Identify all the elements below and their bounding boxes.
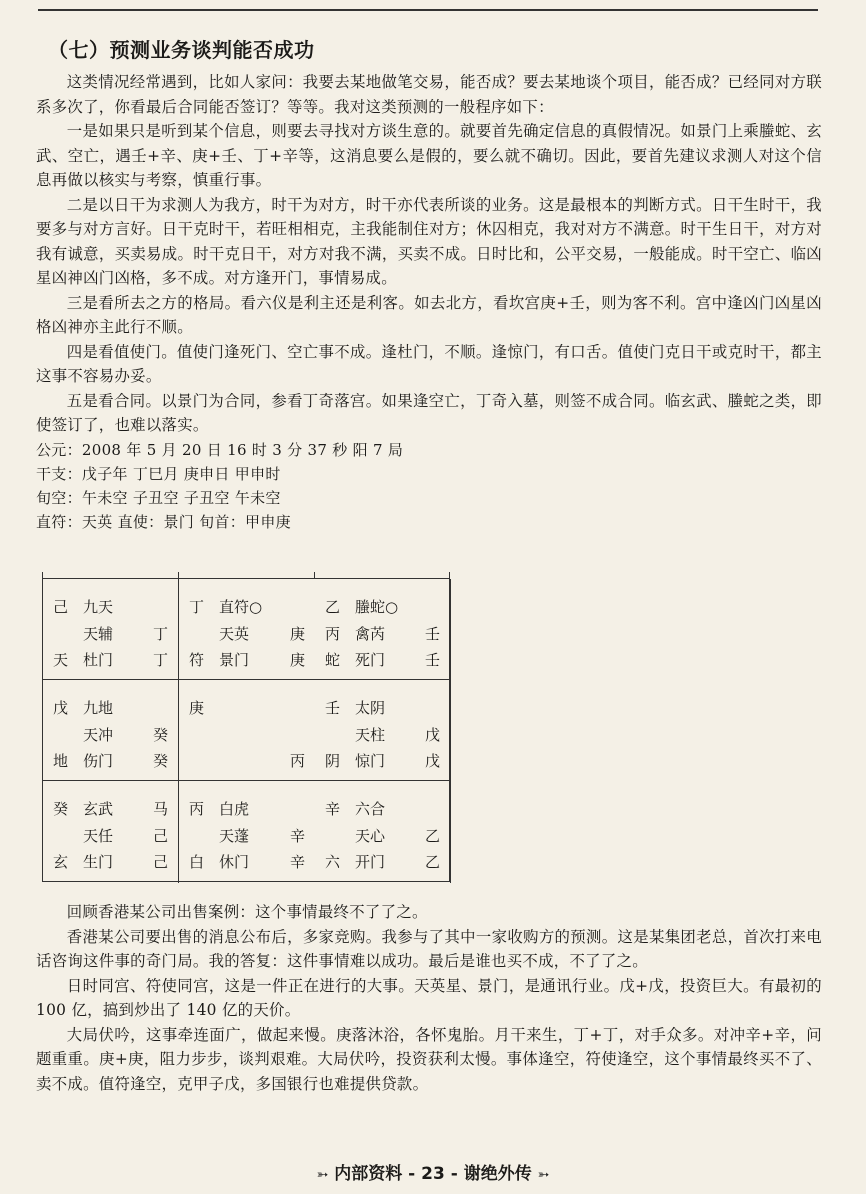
- palace-glyph: 玄: [53, 853, 69, 871]
- palace-row: [53, 825, 168, 847]
- paragraph: 三是看所去之方的格局。看六仪是利主还是利客。如去北方，看坎宫庚+壬，则为客不利。宫中逢凶门凶星凶格凶神亦主此行不顺。: [36, 293, 822, 336]
- info-line-zhifu: 直符：天英 直使：景门 旬首：甲申庚: [36, 512, 291, 531]
- palace-row: [325, 596, 440, 618]
- palace-glyph: 天冲: [83, 726, 114, 744]
- palace-glyph: 乙: [424, 853, 440, 871]
- palace-row: [325, 623, 440, 645]
- page-footer: [0, 1159, 866, 1184]
- palace-row: [189, 851, 305, 873]
- info-line-ganzhi: 干支：戊子年 丁巳月 庚申日 甲申时: [36, 464, 281, 483]
- paragraph: 二是以日干为求测人为我方，时干为对方，时干亦代表所谈的业务。这是最根本的判断方式。日干生时干，我要多与对方言好。日干克时干，若旺相相克，主我能制住对方；休囚相克，我对对方不满意。时干生日干，对方对我有诚意，买卖易成。时干克日干，对方对我不满，买卖不成。日时比和，公平交易，一般能成。时干空亡、临凶星凶神凶门凶格，多不成。对方逢开门，事情易成。: [36, 195, 822, 287]
- palace-glyph: 庚: [289, 651, 305, 669]
- paragraph: 日时同宫、符使同宫，这是一件正在进行的大事。天英星、景门，是通讯行业。戊+戊，投资巨大。有最初的 100 亿，搞到炒出了 140 亿的天价。: [36, 976, 822, 1019]
- top-rule: [38, 9, 818, 11]
- palace-glyph: 癸: [152, 726, 168, 744]
- paragraph: 四是看值使门。值使门逢死门、空亡事不成。逢杜门，不顺。逢惊门，有口舌。值使门克日干或克时干，都主这事不容易办妥。: [36, 342, 822, 385]
- palace-glyph: 符: [189, 651, 205, 669]
- palace-glyph: 天辅: [83, 625, 114, 643]
- palace-glyph: 天蓬: [219, 827, 250, 845]
- palace-glyph: 天: [53, 651, 69, 669]
- palace-row: [325, 697, 440, 719]
- palace-glyph: 蛇: [325, 651, 341, 669]
- chart-palace: [43, 680, 179, 781]
- palace-row: [325, 798, 440, 820]
- palace-glyph: 马: [152, 800, 168, 818]
- palace-row: [325, 825, 440, 847]
- palace-glyph: 白虎: [219, 800, 250, 818]
- info-line-xunkong: 旬空：午未空 子丑空 子丑空 午未空: [36, 488, 281, 507]
- palace-glyph: 开门: [355, 853, 386, 871]
- palace-row: [189, 623, 305, 645]
- palace-glyph: 壬: [424, 625, 440, 643]
- palace-glyph: 六: [325, 853, 341, 871]
- palace-glyph: 壬: [424, 651, 440, 669]
- palace-glyph: 己: [152, 827, 168, 845]
- palace-glyph: 死门: [355, 651, 386, 669]
- palace-row: [53, 649, 168, 671]
- info-line-date: 公元：2008 年 5 月 20 日 16 时 3 分 37 秒 阳 7 局: [36, 440, 404, 459]
- palace-glyph: 丙: [325, 625, 341, 643]
- palace-row: [325, 851, 440, 873]
- palace-glyph: 杜门: [83, 651, 114, 669]
- palace-glyph: 辛: [289, 853, 305, 871]
- palace-glyph: 休门: [219, 853, 250, 871]
- palace-glyph: 六合: [355, 800, 386, 818]
- qimen-chart: [42, 578, 450, 882]
- palace-row: [325, 750, 440, 772]
- palace-row: [53, 724, 168, 746]
- palace-glyph: 丁: [152, 625, 168, 643]
- palace-glyph: 地: [53, 752, 69, 770]
- palace-glyph: 生门: [83, 853, 114, 871]
- paragraph: 大局伏吟，这事牵连面广，做起来慢。庚落沐浴，各怀鬼胎。月干来生，丁+丁，对手众多。对冲辛+辛，问题重重。庚+庚，阻力步步，谈判艰难。大局伏吟，投资获利太慢。事体逢空，符使逢空，这个事情最终买不了、卖不成。值符逢空，克甲子戊，多国银行也难提供贷款。: [36, 1025, 822, 1093]
- palace-glyph: 禽芮: [355, 625, 386, 643]
- palace-glyph: 庚: [189, 699, 205, 717]
- chart-palace: [179, 579, 315, 680]
- palace-glyph: 天柱: [355, 726, 386, 744]
- palace-row: [53, 697, 168, 719]
- palace-glyph: 己: [152, 853, 168, 871]
- palace-row: [53, 596, 168, 618]
- palace-glyph: 己: [53, 598, 69, 616]
- palace-glyph: 景门: [219, 651, 250, 669]
- palace-glyph: 天英: [219, 625, 250, 643]
- palace-glyph: 癸: [53, 800, 69, 818]
- palace-glyph: 伤门: [83, 752, 114, 770]
- palace-row: [325, 649, 440, 671]
- palace-glyph: 癸: [152, 752, 168, 770]
- paragraph: 回顾香港某公司出售案例：这个事情最终不了了之。: [66, 903, 428, 921]
- palace-glyph: 辛: [325, 800, 341, 818]
- chart-palace: [315, 579, 451, 680]
- palace-glyph: 戊: [424, 752, 440, 770]
- palace-row: [189, 825, 305, 847]
- palace-glyph: 辛: [289, 827, 305, 845]
- palace-glyph: 九天: [83, 598, 114, 616]
- palace-row: [189, 724, 305, 746]
- chart-palace: [43, 781, 179, 883]
- palace-glyph: 壬: [325, 699, 341, 717]
- palace-row: [325, 724, 440, 746]
- chart-palace: [315, 781, 451, 883]
- palace-glyph: 庚: [289, 625, 305, 643]
- palace-glyph: 丁: [152, 651, 168, 669]
- palace-row: [189, 750, 305, 772]
- palace-row: [53, 798, 168, 820]
- palace-glyph: 乙: [325, 598, 341, 616]
- paragraph: 一是如果只是听到某个信息，则要去寻找对方谈生意的。就要首先确定信息的真假情况。如景门上乘螣蛇、玄武、空亡，遇壬+辛、庚+壬、丁+辛等，这消息要么是假的，要么就不确切。因此，要首先建议求测人对这个信息再做以核实与考察，慎重行事。: [36, 122, 822, 189]
- palace-glyph: 天任: [83, 827, 114, 845]
- palace-row: [53, 623, 168, 645]
- palace-glyph: 丙: [289, 752, 305, 770]
- palace-row: [189, 697, 305, 719]
- section-heading: （七）预测业务谈判能否成功: [48, 38, 315, 62]
- palace-row: [189, 649, 305, 671]
- chart-palace: [315, 680, 451, 781]
- right-decoration-icon: ➳: [537, 1167, 550, 1183]
- palace-glyph: 天心: [355, 827, 386, 845]
- left-decoration-icon: ➳: [316, 1167, 329, 1183]
- footer-text: 内部资料 - 23 - 谢绝外传: [334, 1164, 532, 1184]
- palace-glyph: 丁: [189, 598, 205, 616]
- paragraph: 这类情况经常遇到，比如人家问：我要去某地做笔交易，能否成？要去某地谈个项目，能否成？已经同对方联系多次了，你看最后合同能否签订？等等。我对这类预测的一般程序如下：: [36, 73, 822, 116]
- chart-palace: [179, 680, 315, 781]
- case-text: [36, 900, 822, 1096]
- palace-glyph: 螣蛇○: [355, 598, 399, 616]
- palace-glyph: 乙: [424, 827, 440, 845]
- palace-glyph: 惊门: [355, 752, 386, 770]
- palace-glyph: 白: [189, 853, 205, 871]
- palace-row: [189, 596, 305, 618]
- palace-row: [53, 750, 168, 772]
- palace-glyph: 戊: [53, 699, 69, 717]
- paragraph: 香港某公司要出售的消息公布后，多家竞购。我参与了其中一家收购方的预测。这是某集团老总，首次打来电话咨询这件事的奇门局。我的答复：这件事情难以成功。最后是谁也买不成，不了了之。: [36, 927, 822, 970]
- chart-palace: [179, 781, 315, 883]
- palace-row: [189, 798, 305, 820]
- palace-row: [53, 851, 168, 873]
- palace-glyph: 九地: [83, 699, 114, 717]
- chart-palace: [43, 579, 179, 680]
- palace-glyph: 太阴: [355, 699, 386, 717]
- paragraph: 五是看合同。以景门为合同，参看丁奇落宫。如果逢空亡，丁奇入墓，则签不成合同。临玄武、螣蛇之类，即使签订了，也难以落实。: [36, 391, 822, 434]
- palace-glyph: 阴: [325, 752, 341, 770]
- palace-glyph: 丙: [189, 800, 205, 818]
- palace-glyph: 戊: [424, 726, 440, 744]
- intro-text: [36, 70, 822, 534]
- palace-glyph: 直符○: [219, 598, 263, 616]
- palace-glyph: 玄武: [83, 800, 114, 818]
